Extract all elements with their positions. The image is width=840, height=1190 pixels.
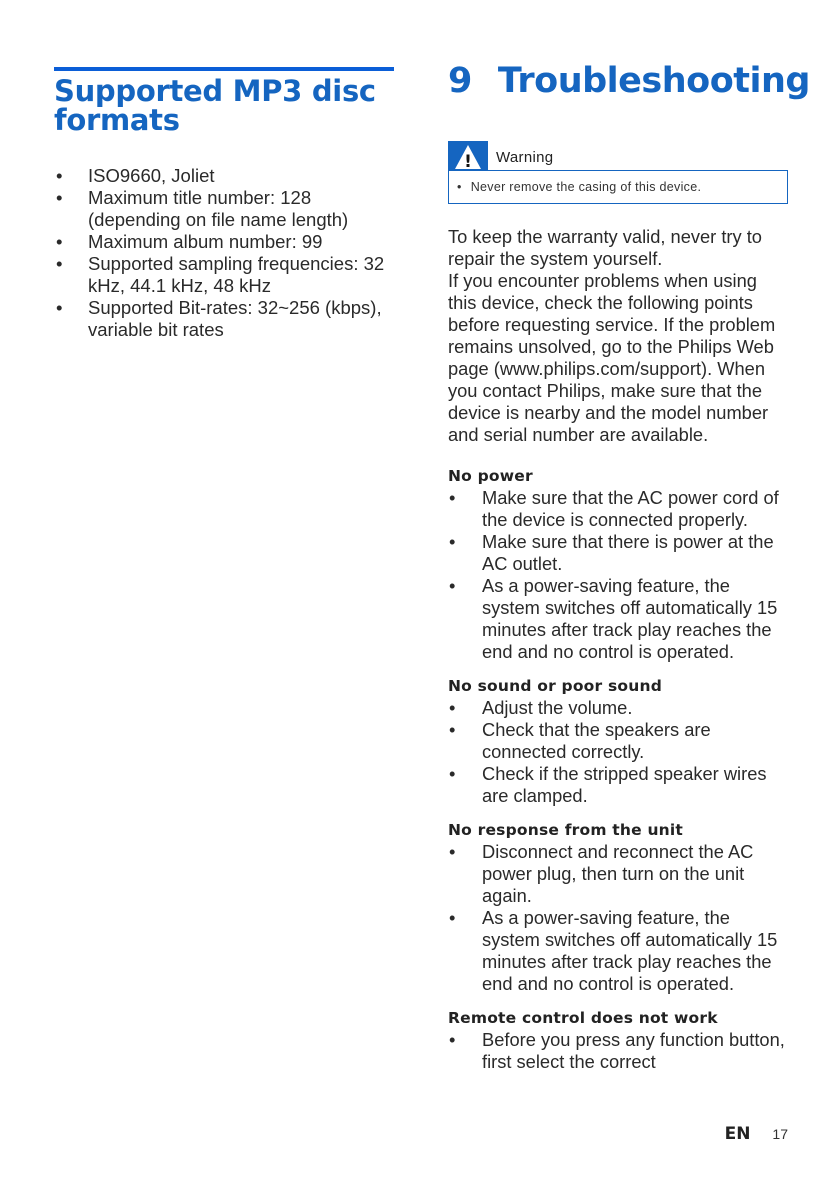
section-heading: Remote control does not work bbox=[448, 1009, 718, 1027]
warning-header bbox=[448, 141, 790, 170]
warning-block bbox=[448, 141, 790, 204]
chapter-title-text: Troubleshooting bbox=[497, 61, 810, 101]
page-number: 17 bbox=[772, 1126, 788, 1142]
section-no-sound bbox=[448, 675, 790, 807]
language-code: EN bbox=[724, 1124, 751, 1144]
section-list bbox=[448, 487, 790, 663]
section-list bbox=[448, 1029, 790, 1073]
intro-text bbox=[448, 226, 790, 446]
list-item: • Make sure that there is power at the AC outlet. bbox=[448, 531, 790, 575]
section-remote-control bbox=[448, 1007, 790, 1073]
warning-label: Warning bbox=[496, 149, 554, 166]
section-list bbox=[448, 697, 790, 807]
list-item: • Check if the stripped speaker wires are clamped. bbox=[448, 763, 790, 807]
chapter-title bbox=[448, 60, 810, 102]
warning-bullet: • bbox=[457, 180, 462, 194]
section-heading: No response from the unit bbox=[448, 821, 684, 839]
section-heading: No sound or poor sound bbox=[448, 677, 663, 695]
intro-paragraph: To keep the warranty valid, never try to repair the system yourself. bbox=[448, 226, 762, 269]
format-item: • Maximum album number: 99 bbox=[54, 231, 394, 253]
list-item: • Before you press any function button, first select the correct bbox=[448, 1029, 790, 1073]
format-item: • Maximum title number: 128 (depending on file name length) bbox=[54, 187, 394, 231]
heading-rule bbox=[54, 67, 394, 71]
intro-paragraph: If you encounter problems when using this device, check the following points before requesting service. If the problem remains unsolved, go to the Philips Web page (www.philips.com/support). When you contact Philips, make sure that the device is nearby and the model number and serial number are available. bbox=[448, 270, 776, 445]
format-item: • ISO9660, Joliet bbox=[54, 165, 394, 187]
section-list bbox=[448, 841, 790, 995]
list-item: • Check that the speakers are connected correctly. bbox=[448, 719, 790, 763]
left-column bbox=[54, 67, 394, 341]
list-item: • Disconnect and reconnect the AC power plug, then turn on the unit again. bbox=[448, 841, 790, 907]
list-item: • As a power-saving feature, the system switches off automatically 15 minutes after track play reaches the end and no control is operated. bbox=[448, 575, 790, 663]
chapter-number: 9 bbox=[448, 61, 472, 101]
warning-glyph: ! bbox=[464, 152, 472, 170]
list-item: • As a power-saving feature, the system switches off automatically 15 minutes after track play reaches the end and no control is operated. bbox=[448, 907, 790, 995]
list-item: • Make sure that the AC power cord of the device is connected properly. bbox=[448, 487, 790, 531]
formats-list bbox=[54, 165, 394, 341]
formats-heading: Supported MP3 disc formats bbox=[54, 74, 376, 137]
warning-text: Never remove the casing of this device. bbox=[470, 180, 702, 194]
section-heading: No power bbox=[448, 467, 533, 485]
format-item: • Supported sampling frequencies: 32 kHz, 44.1 kHz, 48 kHz bbox=[54, 253, 394, 297]
page-footer bbox=[725, 1124, 788, 1144]
warning-triangle-icon bbox=[448, 141, 488, 170]
section-no-response bbox=[448, 819, 790, 995]
right-column bbox=[448, 60, 810, 1073]
format-item: • Supported Bit-rates: 32~256 (kbps), variable bit rates bbox=[54, 297, 394, 341]
list-item: • Adjust the volume. bbox=[448, 697, 790, 719]
warning-box bbox=[448, 170, 788, 204]
section-no-power bbox=[448, 465, 790, 663]
